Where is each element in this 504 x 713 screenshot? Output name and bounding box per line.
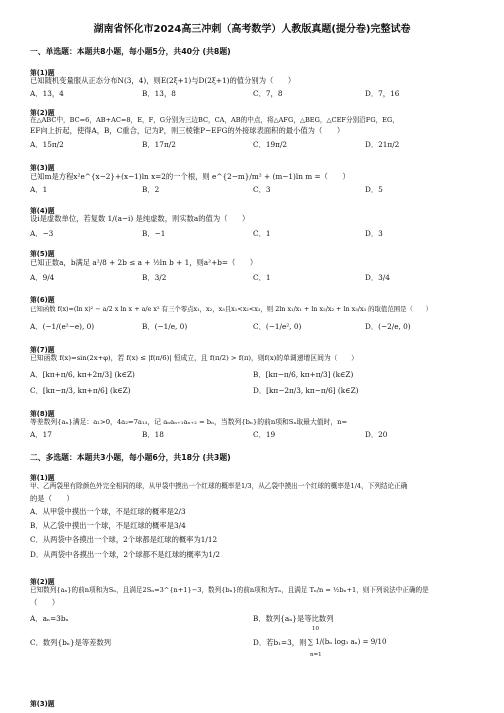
q1-option-a[interactable]: A．13，4	[30, 89, 64, 98]
q4-text: 设i是虚数单位，若复数 1/(a−i) 是纯虚数，则实数a的值为（ ）	[30, 214, 250, 223]
q2-option-a[interactable]: A．15π/2	[30, 140, 64, 149]
section-multi-choice: 二、多选题：本题共3小题，每小题6分，共18分 (共3题)	[30, 453, 231, 462]
q3-option-a[interactable]: A．1	[30, 185, 48, 194]
q2-option-b[interactable]: B．17π/2	[142, 140, 176, 149]
q8-option-b[interactable]: B．18	[142, 430, 164, 439]
q9-option-d[interactable]: D．从两袋中各摸出一个球，2个球都不是红球的概率为1/2	[30, 550, 221, 559]
q7-option-d[interactable]: D．[kπ−2π/3, kπ−π/6] (k∈Z)	[253, 386, 359, 395]
q7-option-a[interactable]: A．[kπ+π/6, kπ+2π/3] (k∈Z)	[30, 370, 135, 379]
q9-option-c[interactable]: C．从两袋中各摸出一个球，2个球都是红球的概率为1/12	[30, 535, 218, 544]
q6-option-d[interactable]: D．(−2/e, 0)	[365, 322, 411, 331]
q9-heading: 第(1)题	[30, 474, 55, 482]
q6-heading: 第(6)题	[30, 296, 55, 304]
q4-heading: 第(4)题	[30, 207, 55, 215]
q10-sum-upper: 10	[312, 626, 319, 632]
q8-option-c[interactable]: C．19	[253, 430, 276, 439]
q10-option-a[interactable]: A．aₙ=3bₙ	[30, 614, 69, 623]
q8-heading: 第(8)题	[30, 410, 55, 418]
q8-option-a[interactable]: A．17	[30, 430, 52, 439]
q5-option-c[interactable]: C．1	[253, 273, 271, 282]
q5-option-b[interactable]: B．3/2	[142, 273, 167, 282]
q10-option-d[interactable]: D．若b₁=3，则	[253, 638, 307, 647]
q3-heading: 第(3)题	[30, 164, 55, 172]
q9-text-line1: 甲、乙两袋里有除颜色外完全相同的球，从甲袋中摸出一个红球的概率是1/3，从乙袋中摸出一个红球的概率是1/4，下列结论正确	[30, 482, 408, 490]
q10-heading: 第(2)题	[30, 578, 55, 586]
q10-option-c[interactable]: C．数列{bₙ}是等差数列	[30, 638, 112, 647]
q1-text: 已知随机变量服从正态分布N(3，4)，则E(2ξ+1)与D(2ξ+1)的值分别为（ ）	[30, 76, 296, 85]
q1-heading: 第(1)题	[30, 69, 55, 77]
page-title: 湖南省怀化市2024高三冲刺（高考数学）人教版真题(提分卷)完整试卷	[93, 24, 411, 35]
q10-text-line2: （ ）	[30, 598, 60, 607]
q7-heading: 第(7)题	[30, 346, 55, 354]
q5-option-a[interactable]: A．9/4	[30, 273, 55, 282]
q2-heading: 第(2)题	[30, 109, 55, 117]
q11-heading: 第(3)题	[30, 700, 55, 708]
q10-text-line1: 已知数列{aₙ}的前n项和为Sₙ，且满足2Sₙ=3^{n+1}−3，数列{bₙ}的前n项和为Tₙ，且满足 Tₙ/n = ½bₙ+1，则下列说法中正确的是	[30, 586, 429, 594]
q7-option-c[interactable]: C．[kπ−π/3, kπ+π/6] (k∈Z)	[30, 386, 131, 395]
q7-text: 已知函数 f(x)=sin(2x+φ)，若 f(x) ≤ |f(π/6)| 恒成立，且 f(π/2) > f(π)，则f(x)的单调递增区间为（ ）	[30, 354, 358, 362]
q9-option-a[interactable]: A．从甲袋中摸出一个球，不是红球的概率是2/3	[30, 507, 186, 516]
q2-option-c[interactable]: C．19π/2	[253, 140, 288, 149]
q4-option-d[interactable]: D．3	[365, 229, 383, 238]
q9-option-b[interactable]: B．从乙袋中摸出一个球，不是红球的概率是3/4	[30, 521, 186, 530]
q10-option-b[interactable]: B．数列{aₙ}是等比数列	[253, 614, 334, 623]
q1-option-b[interactable]: B．13，8	[142, 89, 176, 98]
section-single-choice: 一、单选题：本题共8小题，每小题5分，共40分 (共8题)	[30, 47, 231, 56]
q8-text: 等差数列{aₙ}满足：a₁>0，4a₂=7a₁₃，记 aₙaₙ₊₁aₙ₊₂ = bₙ，当数列{bₙ}的前n项和Sₙ取最大值时，n=	[30, 418, 348, 426]
q3-option-c[interactable]: C．3	[253, 185, 271, 194]
q7-option-b[interactable]: B．[kπ−π/6, kπ+π/3] (k∈Z)	[253, 370, 354, 379]
q3-option-d[interactable]: D．5	[365, 185, 383, 194]
q2-option-d[interactable]: D．21π/2	[365, 140, 400, 149]
q5-heading: 第(5)题	[30, 250, 55, 258]
q4-option-c[interactable]: C．1	[253, 229, 271, 238]
q4-option-a[interactable]: A．−3	[30, 229, 54, 238]
q6-option-b[interactable]: B．(−1/e, 0)	[142, 322, 188, 331]
q2-text-line2: EF向上折起，使得A，B，C重合，记为P，则三棱锥P−EFG的外接球表面积的最小值为（ ）	[30, 126, 345, 135]
q6-option-a[interactable]: A．(−1/(e²−e), 0)	[30, 322, 95, 331]
q5-text: 已知正数a，b满足 a²/8 + 2b ≤ a + ½ln b + 1，则a²+b=（ ）	[30, 258, 258, 267]
q6-text: 已知函数 f(x)=(ln x)² − a/2 x ln x + a/e x² 有三个零点x₁，x₂，x₃且x₁<x₂<x₃，则 2ln x₁/x₁ + ln x₂/x₂ + ln x₃/x₃ 的取值范围是（ ）	[30, 305, 433, 313]
q1-option-d[interactable]: D．7，16	[365, 89, 400, 98]
q4-option-b[interactable]: B．−1	[142, 229, 166, 238]
q10-sum-lower: n=1	[310, 652, 322, 658]
q10-sum-expression: ∑ 1/(bₙ log₃ aₙ) = 9/10	[308, 638, 387, 646]
q3-option-b[interactable]: B．2	[142, 185, 160, 194]
q5-option-d[interactable]: D．3/4	[365, 273, 390, 282]
q1-option-c[interactable]: C．7，8	[253, 89, 283, 98]
q2-text-line1: 在△ABC中，BC=6，AB+AC=8，E，F，G分别为三边BC，CA，AB的中点，将△AFG，△BEG，△CEF分别沿FG，EG，	[30, 116, 399, 124]
q8-option-d[interactable]: D．20	[365, 430, 388, 439]
q9-text-line2: 的是（ ）	[30, 494, 74, 503]
q6-option-c[interactable]: C．(−1/e², 0)	[253, 322, 302, 331]
q3-text: 已知m是方程x²e^{x−2}+(x−1)ln x=2的一个根，则 e^{2−m}/m² + (m−1)ln m =（ ）	[30, 172, 350, 181]
